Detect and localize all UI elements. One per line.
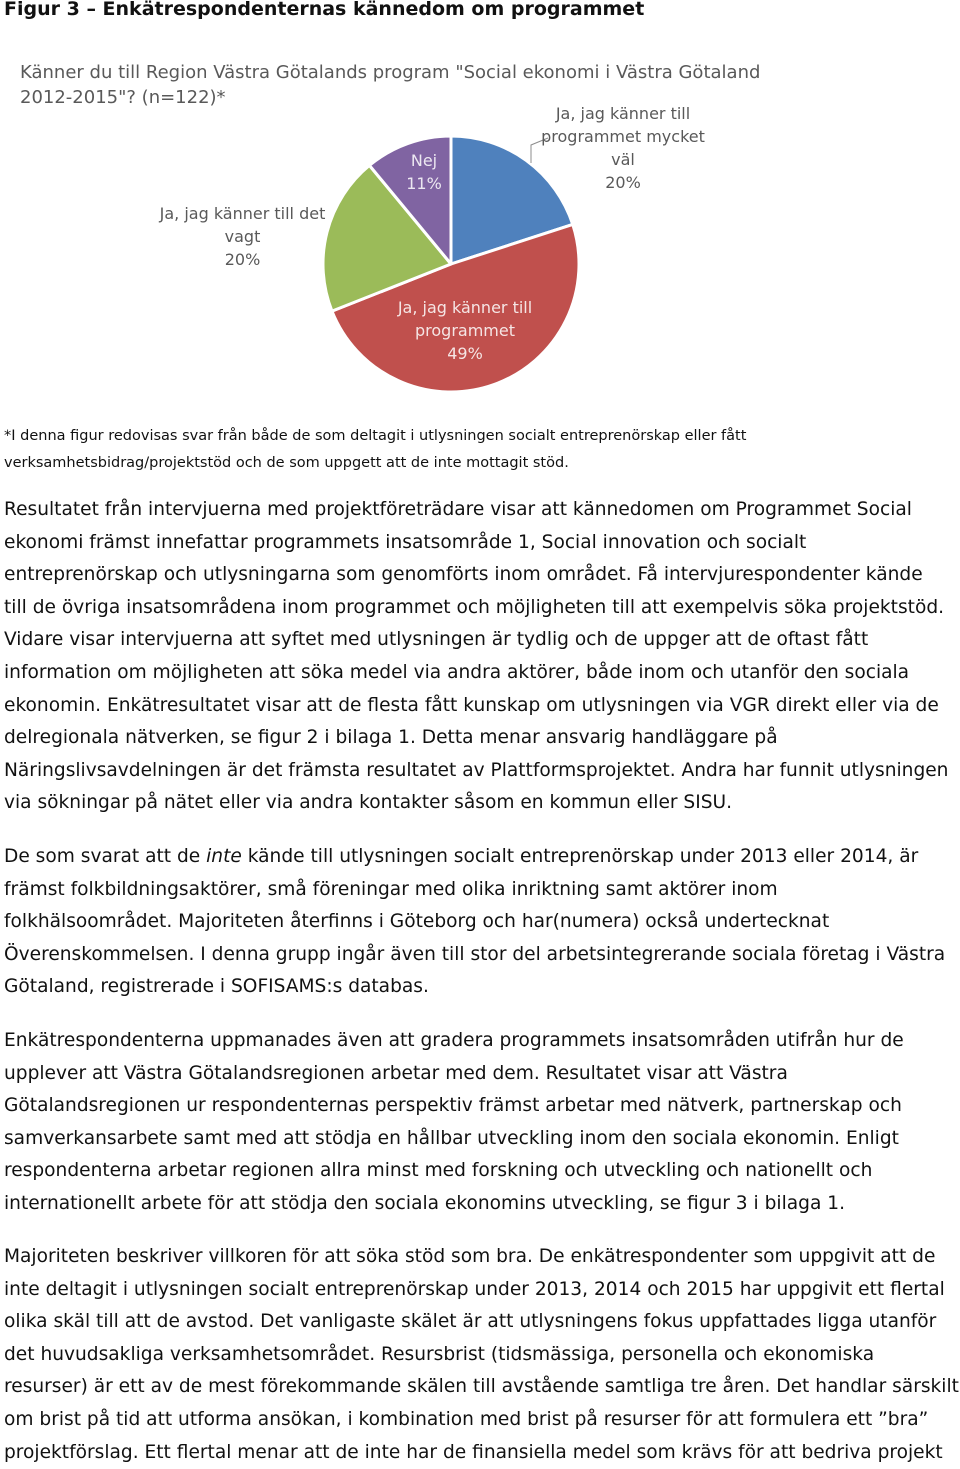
slice-label-vagt <box>150 202 335 271</box>
text-line: samverkansarbete samt med att stödja en hållbar utveckling inom den sociala ekonomin. Enligt <box>4 1127 899 1149</box>
text-line: information om möjligheten att söka medel via andra aktörer, både inom och utanför den sociala <box>4 661 910 683</box>
slice-label-line: Ja, jag känner till <box>555 104 691 123</box>
slice-value: 20% <box>224 250 261 269</box>
slice-label-nej <box>385 149 463 195</box>
paragraph-1 <box>4 494 960 820</box>
text-line: ekonomin. Enkätresultatet visar att de flesta fått kunskap om utlysningen via VGR direkt eller via de <box>4 694 939 716</box>
figure-footnote <box>4 423 954 477</box>
chart-title-line-2: 2012-2015"? (n=122)* <box>20 87 226 108</box>
text-line: entreprenörskap och utlysningarna som genomförts inom området. Få intervjurespondenter kände <box>4 564 923 586</box>
paragraph-4 <box>4 1241 960 1469</box>
text-line: olika skäl till att de avstod. Det vanligaste skälet är att utlysningens fokus uppfattades ligga utanför <box>4 1311 937 1333</box>
text-line: Överenskommelsen. I denna grupp ingår även till stor del arbetsintegrerande sociala företag i Västra <box>4 943 946 965</box>
slice-value: 49% <box>447 344 483 363</box>
text-line: folkhälsoområdet. Majoriteten återfinns i Göteborg och har(numera) också undertecknat <box>4 911 830 933</box>
pie-chart <box>0 50 960 420</box>
footnote-line: *I denna figur redovisas svar från både de som deltagit i utlysningen socialt entreprenörskap eller fått <box>4 428 747 444</box>
text-line: inte deltagit i utlysningen socialt entreprenörskap under 2013, 2014 och 2015 har uppgivit ett flertal <box>4 1278 945 1300</box>
chart-title-line-1: Känner du till Region Västra Götalands program "Social ekonomi i Västra Götaland <box>20 62 761 83</box>
text-line: Vidare visar intervjuerna att syftet med utlysningen är tydlig och de uppger att de oftast fått <box>4 629 869 651</box>
slice-label-line: Ja, jag känner till <box>397 298 533 317</box>
text-line: resurser) är ett av de mest förekommande skälen till avstående samtliga tre åren. Det handlar särskilt <box>4 1376 959 1398</box>
text-line: det huvudsakliga verksamhetsområdet. Resursbrist (tidsmässiga, personella och ekonomiska <box>4 1343 875 1365</box>
text-line: Enkätrespondenterna uppmanades även att gradera programmets insatsområden utifrån hur de <box>4 1030 904 1051</box>
slice-label-line: vagt <box>224 227 261 246</box>
text-line: upplever att Västra Götalandsregionen arbetar med dem. Resultatet visar att Västra <box>4 1062 788 1084</box>
text-line: respondenterna arbetar regionen allra minst med forskning och utveckling och nationellt och <box>4 1160 873 1182</box>
text-line: Näringslivsavdelningen är det främsta resultatet av Plattformsprojektet. Andra har funnit utlysningen <box>4 759 949 781</box>
slice-value: 11% <box>406 174 442 193</box>
text-line <box>4 841 960 874</box>
slice-label-line: Nej <box>410 151 438 170</box>
slice-label-line: programmet mycket <box>541 127 705 146</box>
text-line: delregionala nätverken, se figur 2 i bilaga 1. Detta menar ansvarig handläggare på <box>4 727 778 749</box>
emphasis-inte: inte <box>206 846 242 867</box>
text-line: internationellt arbete för att stödja den sociala ekonomins utveckling, se figur 3 i bilaga 1. <box>4 1192 846 1214</box>
slice-label-programmet <box>380 296 550 365</box>
slice-label-line: Ja, jag känner till det <box>159 204 326 223</box>
slice-label-line: programmet <box>415 321 515 340</box>
text-line: Götalandsregionen ur respondenternas perspektiv främst arbetar med nätverk, partnerskap och <box>4 1095 902 1117</box>
text-line: främst folkbildningsaktörer, små föreningar med olika inriktning samt aktörer inom <box>4 878 778 900</box>
text-line: ekonomi främst innefattar programmets insatsområde 1, Social innovation och socialt <box>4 531 807 553</box>
text-line: Resultatet från intervjuerna med projektföreträdare visar att kännedomen om Programmet Social <box>4 499 912 520</box>
text-line: projektförslag. Ett flertal menar att de inte har de finansiella medel som krävs för att bedriva projekt <box>4 1441 943 1463</box>
footnote-line: verksamhetsbidrag/projektstöd och de som uppgett att de inte mottagit stöd. <box>4 455 569 471</box>
slice-label-line: väl <box>611 150 635 169</box>
paragraph-2 <box>4 841 960 1004</box>
text-line: Götaland, registrerade i SOFISAMS:s databas. <box>4 976 429 998</box>
text-line: om brist på tid att utforma ansökan, i kombination med brist på resurser för att formulera ett ”bra” <box>4 1408 929 1430</box>
slice-label-mycket-val <box>538 102 708 194</box>
text-line: till de övriga insatsområdena inom programmet och möjligheten till att exempelvis söka projektstöd. <box>4 596 945 618</box>
paragraph-3 <box>4 1025 960 1221</box>
text-run: kände till utlysningen socialt entreprenörskap under 2013 eller 2014, är <box>241 846 919 867</box>
text-run: De som svarat att de <box>4 846 207 867</box>
text-line: Majoriteten beskriver villkoren för att söka stöd som bra. De enkätrespondenter som uppgivit att de <box>4 1246 936 1267</box>
text-line: via sökningar på nätet eller via andra kontakter såsom en kommun eller SISU. <box>4 792 733 814</box>
figure-title: Figur 3 – Enkätrespondenternas kännedom om programmet <box>4 0 645 20</box>
slice-value: 20% <box>605 173 641 192</box>
